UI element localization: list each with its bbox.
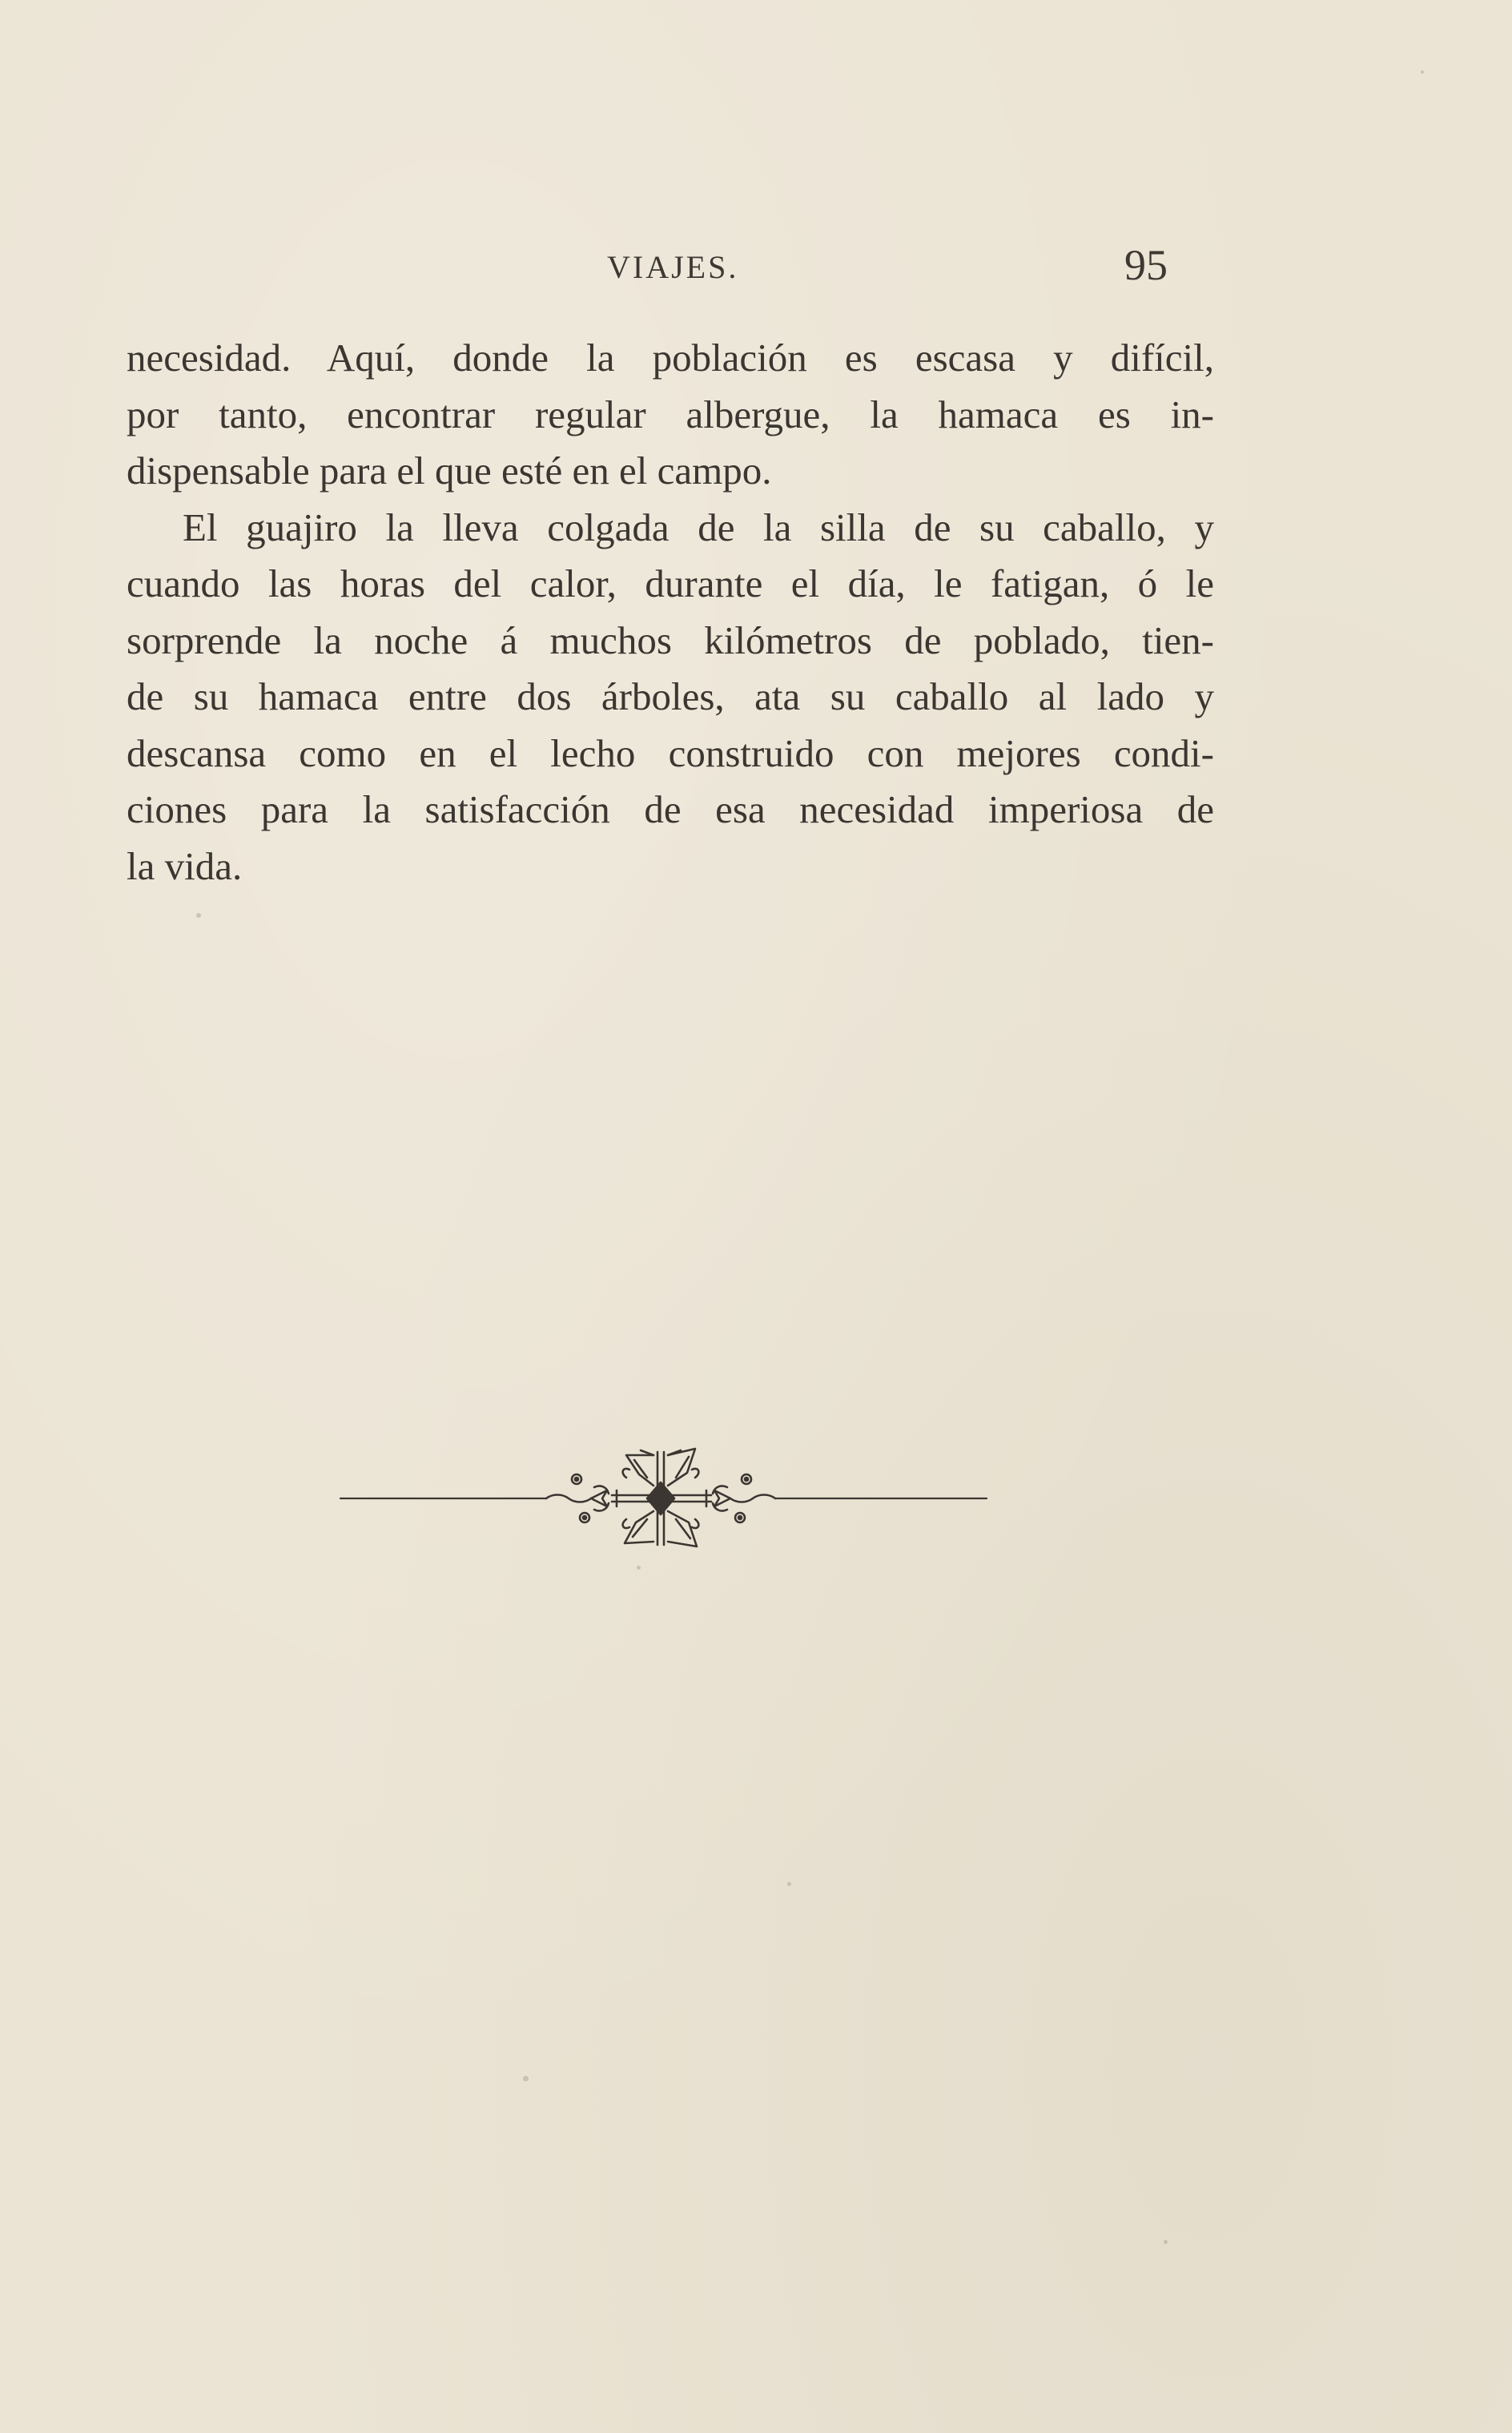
text-line: por tanto, encontrar regular albergue, la hamaca es in-: [127, 392, 1214, 436]
text-line: sorprende la noche á muchos kilómetros de poblado, tien-: [127, 617, 1214, 662]
text-line: El guajiro la lleva colgada de la silla de su caballo, y: [183, 505, 1214, 549]
paper-speck: [637, 1566, 641, 1570]
paper-speck: [196, 913, 201, 918]
running-head: [127, 240, 1168, 296]
paper-speck: [523, 2076, 529, 2081]
fleuron-ornament-icon: [336, 1438, 993, 1558]
paper-speck: [1164, 2240, 1168, 2244]
page-number: 95: [1124, 241, 1168, 289]
text-line: cuando las horas del calor, durante el día, le fatigan, ó le: [127, 561, 1214, 605]
text-line: necesidad. Aquí, donde la población es escasa y difícil,: [127, 336, 1214, 380]
running-title: VIAJES.: [607, 249, 739, 285]
text-line: descansa como en el lecho construido con mejores condi-: [127, 730, 1214, 775]
text-line: la vida.: [127, 843, 243, 888]
body-text: [127, 330, 1214, 895]
text-line: dispensable para el que esté en el campo.: [127, 448, 772, 493]
text-line: de su hamaca entre dos árboles, ata su caballo al lado y: [127, 674, 1214, 718]
paper-speck: [787, 1882, 791, 1886]
paper-speck: [1421, 70, 1424, 74]
text-line: ciones para la satisfacción de esa necesidad imperiosa de: [127, 787, 1214, 831]
